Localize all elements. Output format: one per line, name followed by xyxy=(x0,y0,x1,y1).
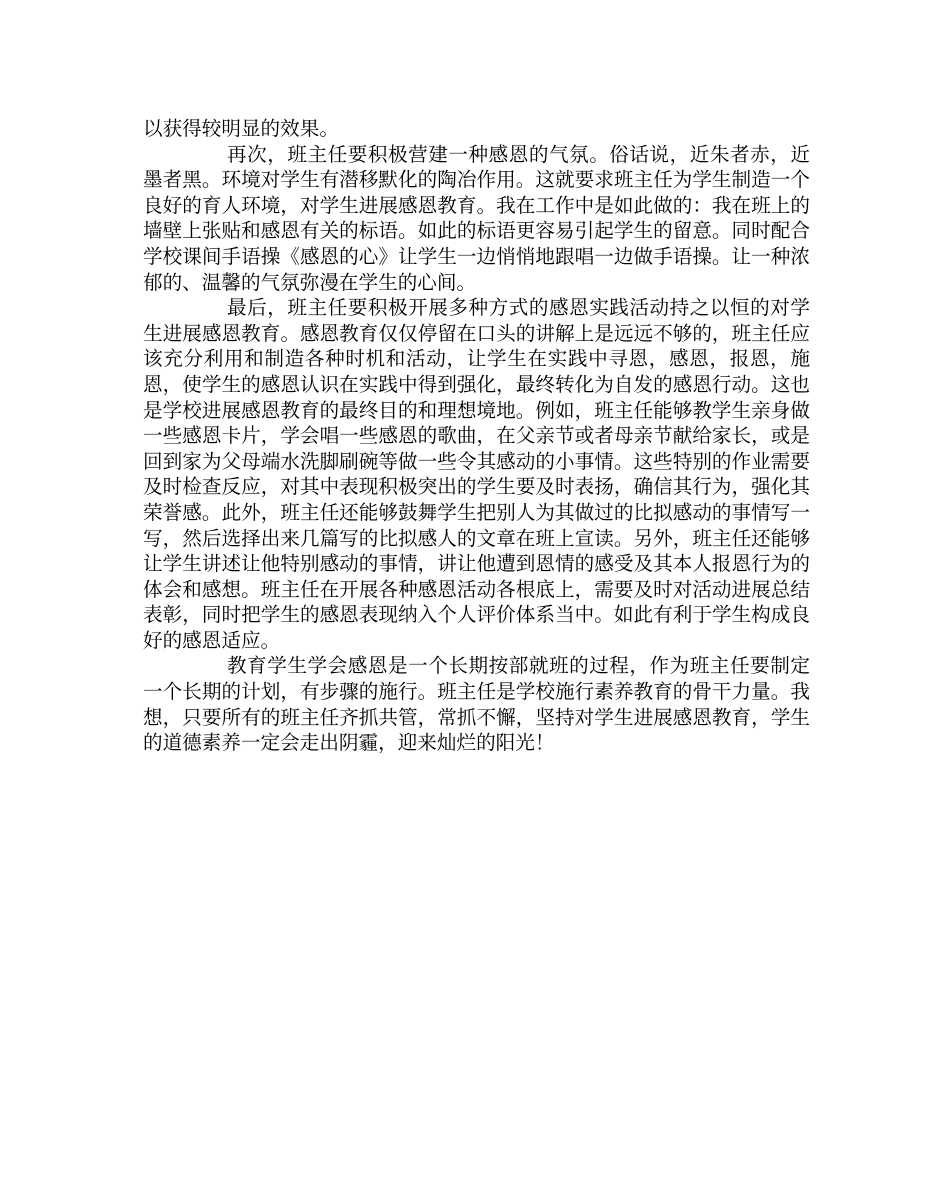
paragraph-practice-activities: 最后，班主任要积极开展多种方式的感恩实践活动持之以恒的对学生进展感恩教育。感恩教育仅仅停留在口头的讲解上是远远不够的，班主任应该充分利用和制造各种时机和活动，让学生在实践中寻恩，感恩，报恩，施恩，使学生的感恩认识在实践中得到强化，最终转化为自发的感恩行动。这也是学校进展感恩教育的最终目的和理想境地。例如，班主任能够教学生亲身做一些感恩卡片，学会唱一些感恩的歌曲，在父亲节或者母亲节献给家长，或是回到家为父母端水洗脚刷碗等做一些令其感动的小事情。这些特别的作业需要及时检查反应，对其中表现积极突出的学生要及时表扬，确信其行为，强化其荣誉感。此外，班主任还能够鼓舞学生把别人为其做过的比拟感动的事情写一写，然后选择出来几篇写的比拟感人的文章在班上宣读。另外，班主任还能够让学生讲述让他特别感动的事情，讲让他遭到恩情的感受及其本人报恩行为的体会和感想。班主任在开展各种感恩活动各根底上，需要及时对活动进展总结表彰，同时把学生的感恩表现纳入个人评价体系当中。如此有利于学生构成良好的感恩适应。 xyxy=(143,296,810,652)
paragraph-atmosphere: 再次，班主任要积极营建一种感恩的气氛。俗话说，近朱者赤，近墨者黑。环境对学生有潜移默化的陶冶作用。这就要求班主任为学生制造一个良好的育人环境，对学生进展感恩教育。我在工作中是如此做的：我在班上的墙壁上张贴和感恩有关的标语。如此的标语更容易引起学生的留意。同时配合学校课间手语操《感恩的心》让学生一边悄悄地跟唱一边做手语操。让一种浓郁的、温馨的气氛弥漫在学生的心间。 xyxy=(143,142,810,294)
paragraph-conclusion: 教育学生学会感恩是一个长期按部就班的过程，作为班主任要制定一个长期的计划，有步骤的施行。班主任是学校施行素养教育的骨干力量。我想，只要所有的班主任齐抓共管，常抓不懈，坚持对学生进展感恩教育，学生的道德素养一定会走出阴霾，迎来灿烂的阳光！ xyxy=(143,654,810,755)
paragraph-continuation: 以获得较明显的效果。 xyxy=(143,117,339,140)
document-body xyxy=(143,116,810,756)
